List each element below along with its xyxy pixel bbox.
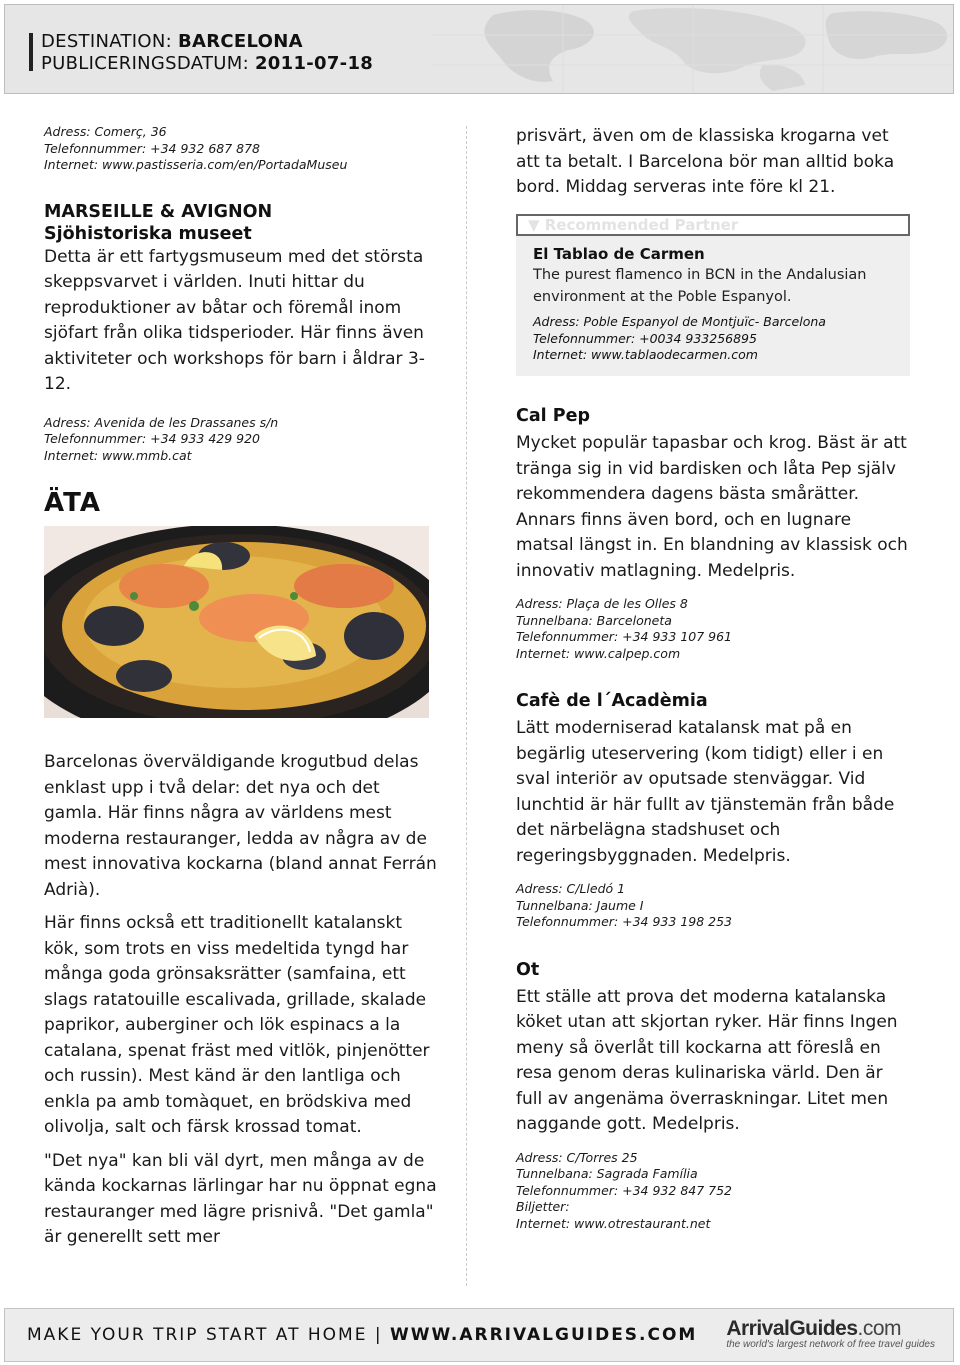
address-line: Adress: Plaça de les Olles 8 (516, 596, 688, 611)
museum-body: Detta är ett fartygsmuseum med det största skeppsvarvet i världen. Inuti hittar du reproduktioner av båtar och föremål inom sjöfart från olika tidsperioder. Här finns även aktiviteter och workshops för barn i åldrar 3-12. (44, 246, 425, 394)
logo-tagline: the world's largest network of free travel guides (726, 1339, 935, 1350)
eat-heading: ÄTA (44, 488, 101, 518)
cafe-body: Lätt moderniserad katalansk mat på en begärlig uteservering (kom tidigt) eller i en sval interiör av oputsade stenväggar. Vid lunchtid är här fullt av tjänstemän från både det närbelägna stadshuset och regeringsbyggnaden. Medelpris. (516, 718, 895, 866)
phone-line: Telefonnummer: +34 933 198 253 (516, 914, 733, 929)
destination-line: DESTINATION: BARCELONA (41, 31, 303, 52)
left-column-lower (44, 750, 439, 1251)
internet-line[interactable]: Internet: www.pastisseria.com/en/PortadaMuseu (44, 157, 348, 172)
partner-address-block (533, 314, 910, 364)
recommended-partner-box (516, 214, 910, 376)
publish-date-line: PUBLICERINGSDATUM: 2011-07-18 (41, 53, 374, 74)
metro-line: Tunnelbana: Barceloneta (516, 612, 672, 628)
tickets-line: Biljetter: (516, 1199, 570, 1214)
ot-address-block (516, 1150, 910, 1233)
calpep-address-block (516, 596, 910, 662)
ot-title: Ot (516, 959, 540, 980)
internet-line[interactable]: Internet: www.mmb.cat (44, 447, 192, 463)
phone-line: Telefonnummer: +34 932 847 752 (516, 1182, 733, 1198)
address-line: Adress: Poble Espanyol de Montjuïc- Barcelona (533, 314, 826, 329)
phone-line: Telefonnummer: +34 932 687 878 (44, 140, 261, 156)
internet-line[interactable]: Internet: www.tablaodecarmen.com (533, 347, 758, 362)
metro-line: Tunnelbana: Sagrada Família (516, 1166, 698, 1181)
footer-website-link[interactable]: WWW.ARRIVALGUIDES.COM (390, 1325, 698, 1345)
page-header (4, 4, 954, 94)
publish-date-value: 2011-07-18 (254, 53, 374, 74)
eat-intro-paragraph: Barcelonas överväldigande krogutbud delas enklast upp i två delar: det nya och det gamla. Här finns några av världens mest moderna restauranger, ledda av några av de mest innovativa kockarna (bland annat Ferrán Adrià). (44, 752, 437, 900)
phone-line: Telefonnummer: +34 933 429 920 (44, 431, 261, 446)
partner-name: El Tablao de Carmen (533, 245, 705, 263)
footer-slogan: MAKE YOUR TRIP START AT HOME | WWW.ARRIVALGUIDES.COM (27, 1325, 698, 1345)
partner-description: The purest flamenco in BCN in the Andalusian environment at the Poble Espanyol. (533, 267, 867, 305)
paella-photo (44, 526, 429, 718)
museum-title-1: MARSEILLE & AVIGNON (44, 201, 273, 222)
arrivalguides-logo: ArrivalGuides.com the world's largest network of free travel guides (726, 1317, 935, 1350)
address-line: Adress: C/Torres 25 (516, 1149, 638, 1165)
cafe-address-block (516, 881, 910, 931)
address-line: Adress: Avenida de les Drassanes s/n (44, 414, 279, 430)
world-map-decoration (433, 5, 953, 93)
phone-line: Telefonnummer: +34 933 107 961 (516, 629, 733, 644)
right-column (516, 124, 910, 201)
traditional-kitchen-paragraph: Här finns också ett traditionellt katalanskt kök, som trots en viss medeltida tyngd har många goda grönsaksrätter (samfaina, ett slags ratatouille escalivada, grillade, skalade paprikor, auberginer och lök espinacs a la catalana, spenat fräst med vitlök, pinjenötter och russin). Mest känd är den lantliga och enkla pa amb tomàquet, en brödskiva med olivolja, salt och färsk krossad tomat. (44, 913, 430, 1137)
top-address-block (44, 124, 439, 174)
new-vs-old-paragraph: "Det nya" kan bli väl dyrt, men många av de kända kockarnas lärlingar har nu öppnat egna restauranger med lägre prisnivå. "Det gamla" är generellt sett mer (44, 1150, 437, 1247)
calpep-title: Cal Pep (516, 406, 590, 426)
continued-paragraph: prisvärt, även om de klassiska krogarna vet att ta betalt. I Barcelona bör man alltid boka bord. Middag serveras inte före kl 21. (516, 126, 895, 197)
address-line: Adress: Comerç, 36 (44, 124, 167, 139)
address-line: Adress: C/Lledó 1 (516, 881, 626, 896)
cafe-title: Cafè de l´Acadèmia (516, 691, 708, 711)
paella-image (44, 526, 429, 718)
museum-address-block (44, 415, 439, 465)
ot-body: Ett ställe att prova det moderna katalanska köket utan att skjortan ryker. Här finns Ingen meny så överlåt till kockarna att föreslå en resa genom deras kulinariska värld. Den är full av angenäma överraskningar. Litet men naggande gott. Medelpris. (516, 986, 898, 1134)
right-column-lower (516, 405, 910, 1232)
phone-line: Telefonnummer: +0034 933256895 (533, 330, 757, 346)
page-footer (4, 1308, 954, 1362)
internet-line[interactable]: Internet: www.calpep.com (516, 645, 681, 661)
destination-value: BARCELONA (177, 31, 303, 52)
column-divider (466, 126, 467, 1286)
left-column (44, 124, 439, 518)
museum-title-2: Sjöhistoriska museet (44, 223, 252, 244)
internet-line[interactable]: Internet: www.otrestaurant.net (516, 1215, 711, 1231)
calpep-body: Mycket populär tapasbar och krog. Bäst är att tränga sig in vid bardisken och låta Pep själv rekommendera dagens bästa smårätter. Annars finns även bord, och en lugnare matsal längst in. En blandning av klassisk och innovativ matlagning. Medelpris. (516, 433, 908, 581)
metro-line: Tunnelbana: Jaume I (516, 897, 644, 913)
partner-heading: ▼ Recommended Partner (516, 214, 910, 236)
header-accent-bar (29, 33, 33, 71)
